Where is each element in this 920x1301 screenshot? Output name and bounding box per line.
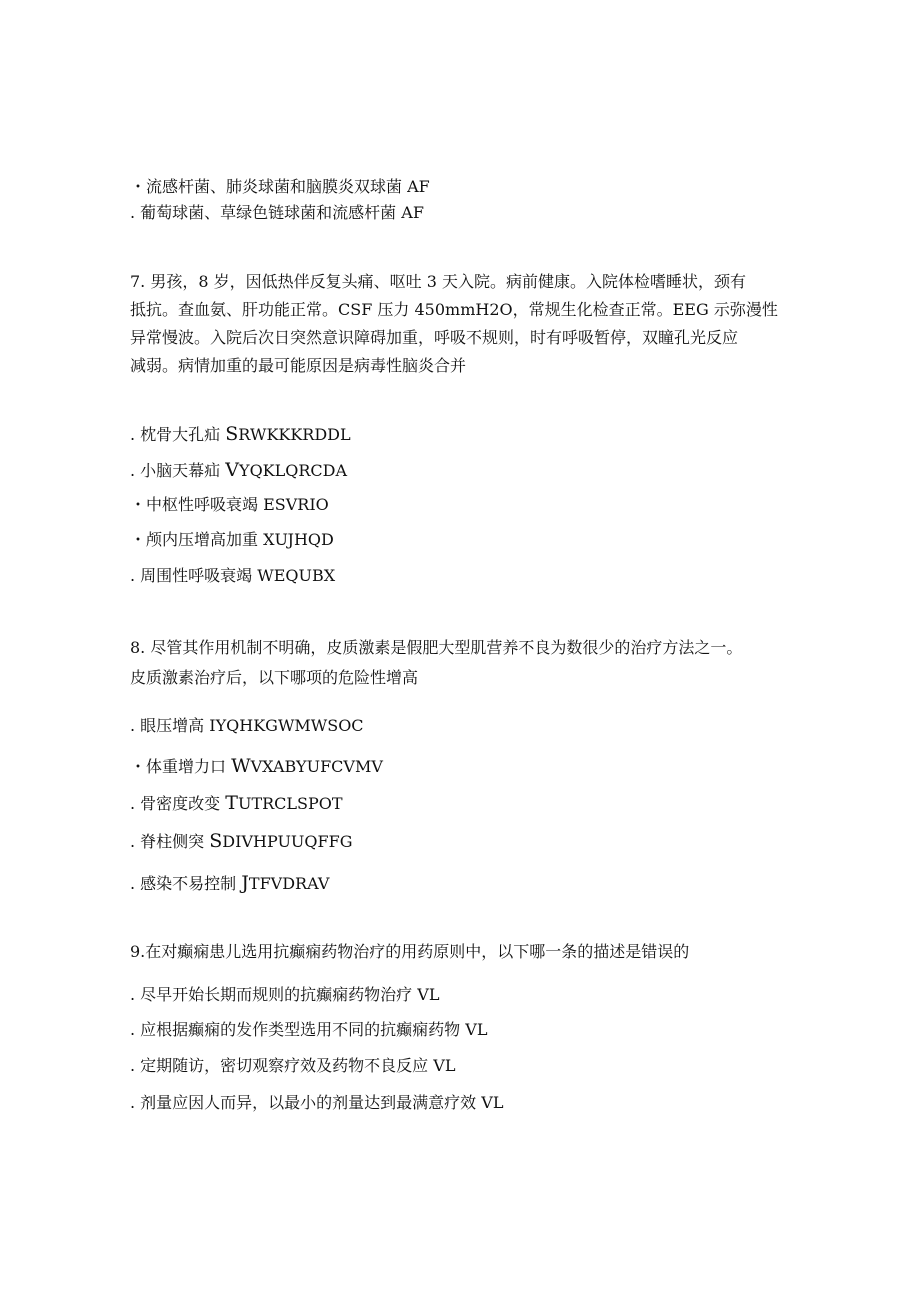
option-code: RWKKKRDDL bbox=[238, 425, 351, 444]
q7-option-c bbox=[130, 495, 329, 515]
option-code: YQKLQRCDA bbox=[239, 461, 348, 480]
q9-option-b: . 应根据癫痫的发作类型选用不同的抗癫痫药物 VL bbox=[130, 1020, 488, 1039]
option-text: ・体重增力口 bbox=[130, 757, 232, 776]
q7-option-b bbox=[130, 460, 347, 480]
q8-option-b bbox=[130, 756, 383, 776]
option-text: . 脊柱侧突 bbox=[130, 832, 210, 851]
question-7-line: 抵抗。查血氨、肝功能正常。CSF 压力 450mmH2O，常规生化检查正常。EEG 示弥漫性 bbox=[130, 300, 778, 319]
option-code-initial: T bbox=[225, 792, 238, 814]
q7-option-e bbox=[130, 566, 335, 586]
q8-option-c bbox=[130, 793, 343, 813]
question-8-line: 8. 尽管其作用机制不明确，皮质激素是假肥大型肌营养不良为数很少的治疗方法之一。 bbox=[130, 638, 743, 657]
q7-option-a bbox=[130, 424, 351, 444]
option-text: . 周围性呼吸衰竭 bbox=[130, 566, 258, 585]
option-code-initial: S bbox=[225, 423, 239, 445]
option-code: VXABYUFCVMV bbox=[250, 757, 383, 776]
option-text: . 骨密度改变 bbox=[130, 794, 226, 813]
option-code-initial: S bbox=[209, 830, 223, 852]
option-top-1: ・流感杆菌、肺炎球菌和脑膜炎双球菌 AF bbox=[130, 177, 430, 196]
q9-option-d: . 剂量应因人而异，以最小的剂量达到最满意疗效 VL bbox=[130, 1093, 504, 1112]
option-code: WEQUBX bbox=[257, 566, 336, 585]
option-code-initial: V bbox=[225, 459, 239, 481]
question-9-stem: 9.在对癫痫患儿选用抗癫痫药物治疗的用药原则中，以下哪一条的描述是错误的 bbox=[130, 942, 690, 961]
option-code: IYQHKGWMWSOC bbox=[209, 716, 364, 735]
q9-option-c: . 定期随访，密切观察疗效及药物不良反应 VL bbox=[130, 1056, 456, 1075]
option-code: UTRCLSPOT bbox=[237, 794, 343, 813]
option-code-initial: W bbox=[231, 755, 251, 777]
option-text: . 眼压增高 bbox=[130, 716, 210, 735]
option-text: . 感染不易控制 bbox=[130, 874, 242, 893]
option-text: ・颅内压增高加重 bbox=[130, 530, 264, 549]
q8-option-e bbox=[130, 873, 329, 893]
option-code: TFVDRAV bbox=[248, 874, 330, 893]
option-text: . 小脑天幕疝 bbox=[130, 461, 226, 480]
question-8-line: 皮质激素治疗后，以下哪项的危险性增高 bbox=[130, 668, 419, 687]
option-text: ・中枢性呼吸衰竭 bbox=[130, 495, 264, 514]
question-8-stem bbox=[130, 634, 792, 692]
question-7-line: 减弱。病情加重的最可能原因是病毒性脑炎合并 bbox=[130, 356, 467, 375]
option-top-2: . 葡萄球菌、草绿色链球菌和流感杆菌 AF bbox=[130, 203, 424, 222]
q7-option-d bbox=[130, 530, 334, 550]
option-code: XUJHQD bbox=[263, 530, 334, 549]
question-7-line: 异常慢波。入院后次日突然意识障碍加重，呼吸不规则，时有呼吸暂停，双瞳孔光反应 bbox=[130, 328, 739, 347]
question-7-line: 7. 男孩，8 岁，因低热伴反复头痛、呕吐 3 天入院。病前健康。入院体检嗜睡状，颈有 bbox=[130, 272, 746, 291]
option-code-initial: J bbox=[241, 872, 249, 894]
question-7-stem bbox=[130, 268, 792, 380]
option-code: ESVRIO bbox=[263, 495, 329, 514]
q8-option-d bbox=[130, 831, 353, 851]
q9-option-a: . 尽早开始长期而规则的抗癫痫药物治疗 VL bbox=[130, 985, 440, 1004]
option-text: . 枕骨大孔疝 bbox=[130, 425, 226, 444]
q8-option-a bbox=[130, 716, 364, 736]
option-code: DIVHPUUQFFG bbox=[222, 832, 353, 851]
